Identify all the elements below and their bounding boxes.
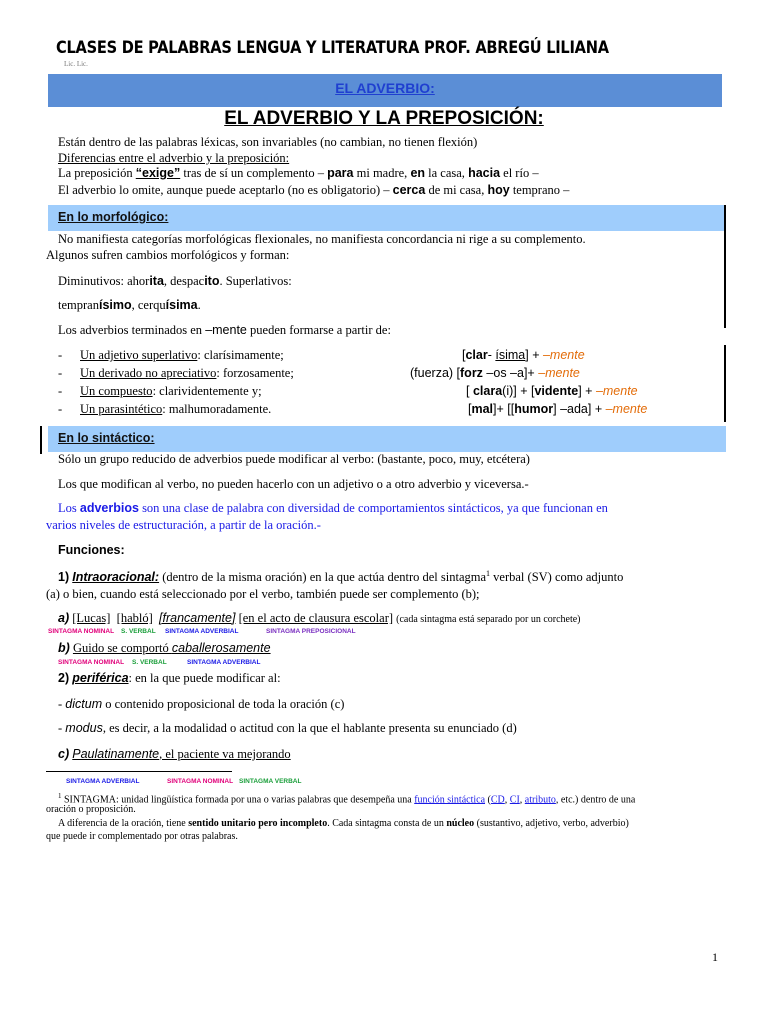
list-item-dash: - <box>58 366 63 380</box>
function-1: 1) Intraoracional: (dentro de la misma oración) en la que actúa dentro del sintagma$^1$ verbal (SV) como adjunto <box>58 569 624 585</box>
example-b: b) Guido se comportó caballerosamente <box>58 641 271 655</box>
morph-paragraph-1: No manifiesta categorías morfológicas flexionales, no manifiesta concordancia ni rige a su complemento. <box>58 232 586 246</box>
sint-paragraph-3b: varios niveles de estructuración, a partir de la oración.- <box>46 518 321 532</box>
intro-line-4: El adverbio lo omite, aunque puede aceptarlo (no es obligatorio) – cerca de mi casa, hoy temprano – <box>58 183 570 197</box>
footnote-line-1: $^1$ SINTAGMA: unidad lingüística formada por una o varias palabras que desempeña una función sintáctica (CD, CI, atributo, etc.) dentro de una <box>58 792 636 806</box>
section-sintactico <box>48 426 726 452</box>
tag-s-verbal: S. VERBAL <box>121 628 156 635</box>
link-cd[interactable]: CD <box>490 794 505 806</box>
diminutivos-line: Diminutivos: ahorita, despacito. Superlativos: <box>58 274 292 288</box>
tag-sintagma-preposicional: SINTAGMA PREPOSICIONAL <box>266 628 356 635</box>
mente-line: Los adverbios terminados en –mente pueden formarse a partir de: <box>58 323 391 337</box>
list-item-label: Un parasintético: malhumoradamente. <box>80 402 272 416</box>
example-a: a) [Lucas] [habló] [francamente] [en el acto de clausura escolar] (cada sintagma está separado por un corchete) <box>58 611 581 625</box>
footnote-line-4: que puede ir complementado por otras palabras. <box>46 831 238 842</box>
function-2: 2) periférica: en la que puede modificar al: <box>58 671 281 685</box>
page-number: 1 <box>712 950 718 964</box>
list-item-formula: [mal]+ [[humor] –ada] + –mente <box>468 402 648 416</box>
list-item-formula: (fuerza) [forz –os –a]+ –mente <box>410 366 580 380</box>
sint-paragraph-2: Los que modifican al verbo, no pueden hacerlo con un adjetivo o a otro adverbio y viceversa.- <box>58 477 529 491</box>
list-item-label: Un derivado no apreciativo: forzosamente; <box>80 366 294 380</box>
list-item-label: Un adjetivo superlativo: clarísimamente; <box>80 348 284 362</box>
document-header: CLASES DE PALABRAS LENGUA Y LITERATURA PROF. ABREGÚ LILIANA <box>56 38 609 58</box>
intro-line-1: Están dentro de las palabras léxicas, son invariables (no cambian, no tienen flexión) <box>58 135 478 149</box>
link-funcion-sintactica[interactable]: función sintáctica <box>414 794 486 806</box>
dictum-line: - dictum o contenido proposicional de toda la oración (c) <box>58 697 345 711</box>
section-morfologico <box>48 205 726 231</box>
intro-line-2: Diferencias entre el adverbio y la preposición: <box>58 151 290 165</box>
main-title: EL ADVERBIO Y LA PREPOSICIÓN: <box>224 108 544 129</box>
footnote-separator <box>46 771 232 772</box>
tag-sintagma-adverbial: SINTAGMA ADVERBIAL <box>165 628 239 635</box>
tag-sintagma-adverbial: SINTAGMA ADVERBIAL <box>66 778 140 785</box>
banner-title: EL ADVERBIO: <box>335 80 435 96</box>
section-heading: En lo sintáctico: <box>58 431 155 445</box>
section-heading: En lo morfológico: <box>58 210 169 224</box>
list-item-formula: [ clara(i)] + [vidente] + –mente <box>466 384 638 398</box>
tag-sintagma-adverbial: SINTAGMA ADVERBIAL <box>187 659 261 666</box>
funciones-heading: Funciones: <box>58 543 125 557</box>
morph-paragraph-2: Algunos sufren cambios morfológicos y forman: <box>46 248 290 262</box>
list-item-dash: - <box>58 348 63 362</box>
list-item-dash: - <box>58 402 63 416</box>
footnote-line-3: A diferencia de la oración, tiene sentido unitario pero incompleto. Cada sintagma consta de un núcleo (sustantivo, adjetivo, verbo, adverbio) <box>58 818 629 829</box>
intro-line-3: La preposición “exige” tras de sí un complemento – para mi madre, en la casa, hacia el río – <box>58 166 539 180</box>
list-item-formula: [clar- ísima] + –mente <box>462 348 585 362</box>
list-item-label: Un compuesto: clarividentemente y; <box>80 384 262 398</box>
superlativos-line: tempranísimo, cerquísima. <box>58 298 201 312</box>
banner <box>48 74 722 107</box>
header-subtitle: Lic. Lic. <box>64 60 88 68</box>
link-atributo[interactable]: atributo <box>524 794 556 806</box>
tag-sintagma-verbal: SINTAGMA VERBAL <box>239 778 302 785</box>
example-c: c) Paulatinamente, el paciente va mejorando <box>58 747 291 761</box>
list-item-dash: - <box>58 384 63 398</box>
sint-paragraph-1: Sólo un grupo reducido de adverbios puede modificar al verbo: (bastante, poco, muy, etcétera) <box>58 452 530 466</box>
right-border <box>724 205 726 328</box>
footnote-line-2: oración o proposición. <box>46 804 136 815</box>
sint-paragraph-3: Los adverbios son una clase de palabra con diversidad de comportamientos sintácticos, ya que funcionan en <box>58 501 608 515</box>
link-ci[interactable]: CI <box>509 794 520 806</box>
modus-line: - modus, es decir, a la modalidad o actitud con la que el hablante presenta su enunciado (d) <box>58 721 517 735</box>
tag-sintagma-nominal: SINTAGMA NOMINAL <box>48 628 115 635</box>
tag-sintagma-nominal: SINTAGMA NOMINAL <box>167 778 234 785</box>
left-border <box>40 426 42 454</box>
right-border <box>724 345 726 422</box>
tag-sintagma-nominal: SINTAGMA NOMINAL <box>58 659 125 666</box>
function-1-cont: (a) o bien, cuando está seleccionado por el verbo, también puede ser complemento (b); <box>46 587 480 601</box>
tag-s-verbal: S. VERBAL <box>132 659 167 666</box>
